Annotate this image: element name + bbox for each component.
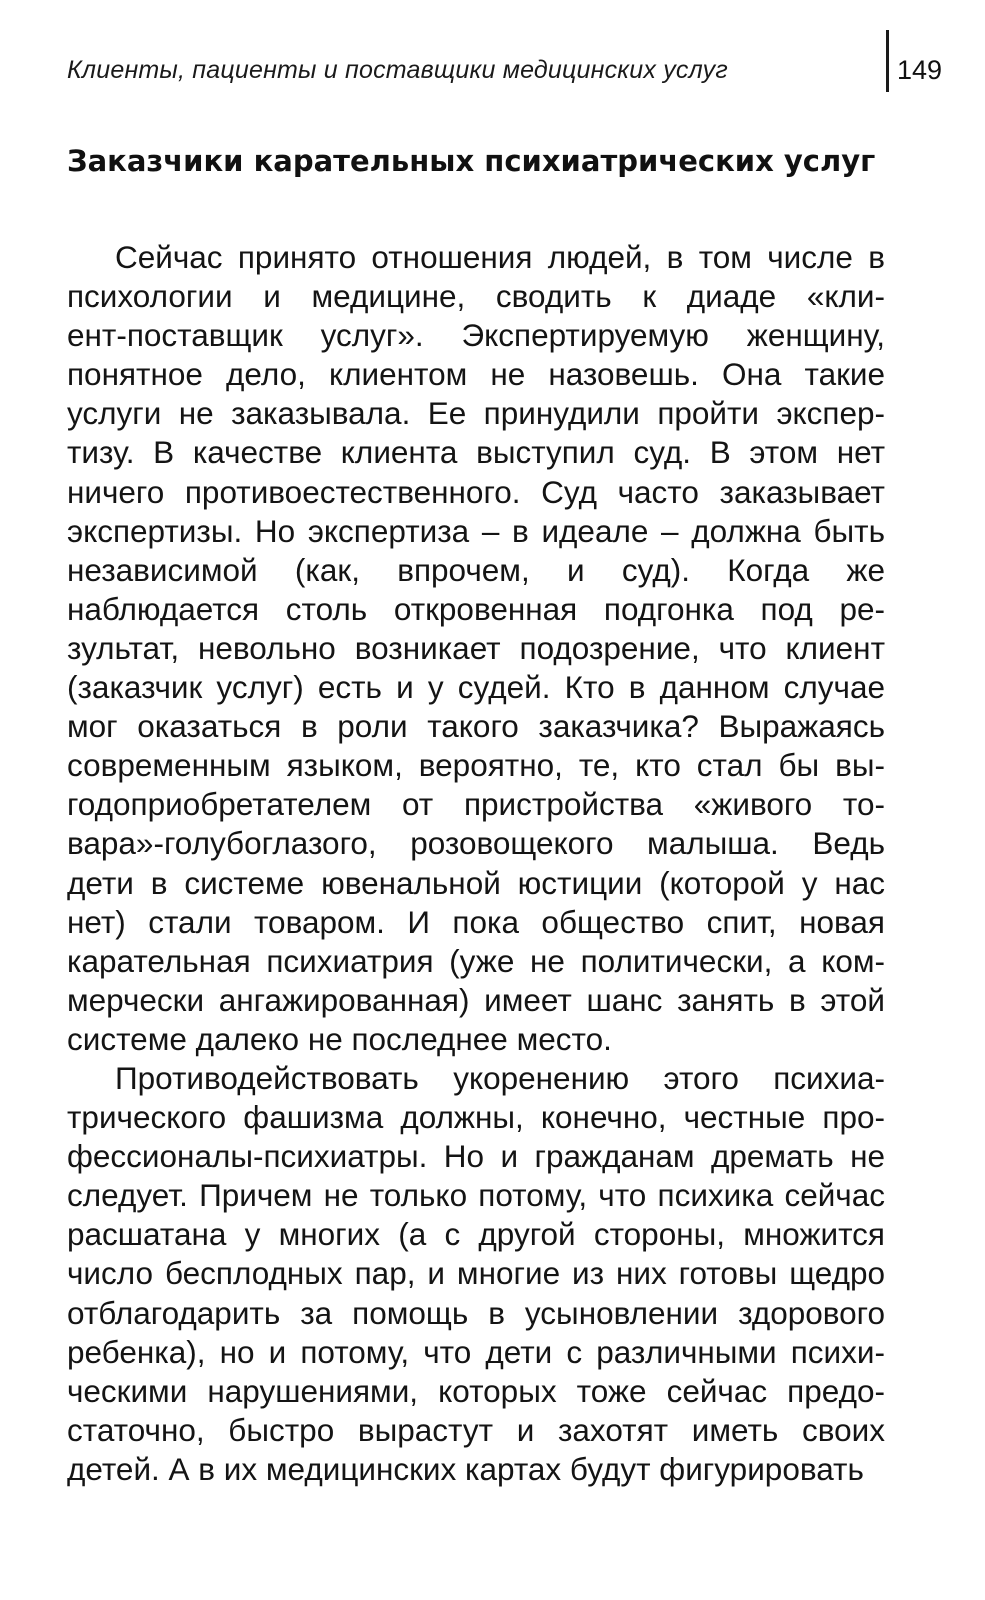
- paragraph: Противодействовать укоренению этого психиатрического фашизма должны, конечно, честные профессионалы-психиатры. Но и гражданам дремать не следует. Причем не только потому, что психика сейчас расшатана у многих (а с другой стороны, множится число бесплодных пар, и многие из них готовы щедро отблагодарить за помощь в усыновлении здорового ребенка), но и потому, что дети с различными психическими нарушениями, которых тоже сейчас предостаточно, быстро вырастут и захотят иметь своих детей. А в их медицинских картах будут фигурировать: [67, 1059, 885, 1487]
- header-divider: [886, 30, 889, 92]
- body-text: [67, 238, 885, 1489]
- page-number: 149: [897, 55, 943, 85]
- paragraph: Сейчас принято отношения людей, в том числе в психологии и медицине, сводить к диаде «клиент‑поставщик услуг». Экспертируемую женщину, понятное дело, клиентом не назовешь. Она такие услуги не заказывала. Ее принудили пройти экспертизу. В качестве клиента выступил суд. В этом нет ничего противоестественного. Суд часто заказывает экспертизы. Но экспертиза – в идеале – должна быть независимой (как, впрочем, и суд). Когда же наблюдается столь откровенная подгонка под результат, невольно возникает подозрение, что клиент (заказчик услуг) есть и у судей. Кто в данном случае мог оказаться в роли такого заказчика? Выражаясь современным языком, вероятно, те, кто стал бы выгодоприобретателем от пристройства «живого товара»‑голубоглазого, розовощекого малыша. Ведь дети в системе ювенальной юстиции (которой у нас нет) стали товаром. И пока общество спит, новая карательная психиатрия (уже не политически, а коммерчески ангажированная) имеет шанс занять в этой системе далеко не последнее место.: [67, 239, 885, 1057]
- running-head: Клиенты, пациенты и поставщики медицинских услуг: [67, 56, 728, 84]
- section-title: Заказчики карательных психиатрических услуг: [67, 144, 876, 178]
